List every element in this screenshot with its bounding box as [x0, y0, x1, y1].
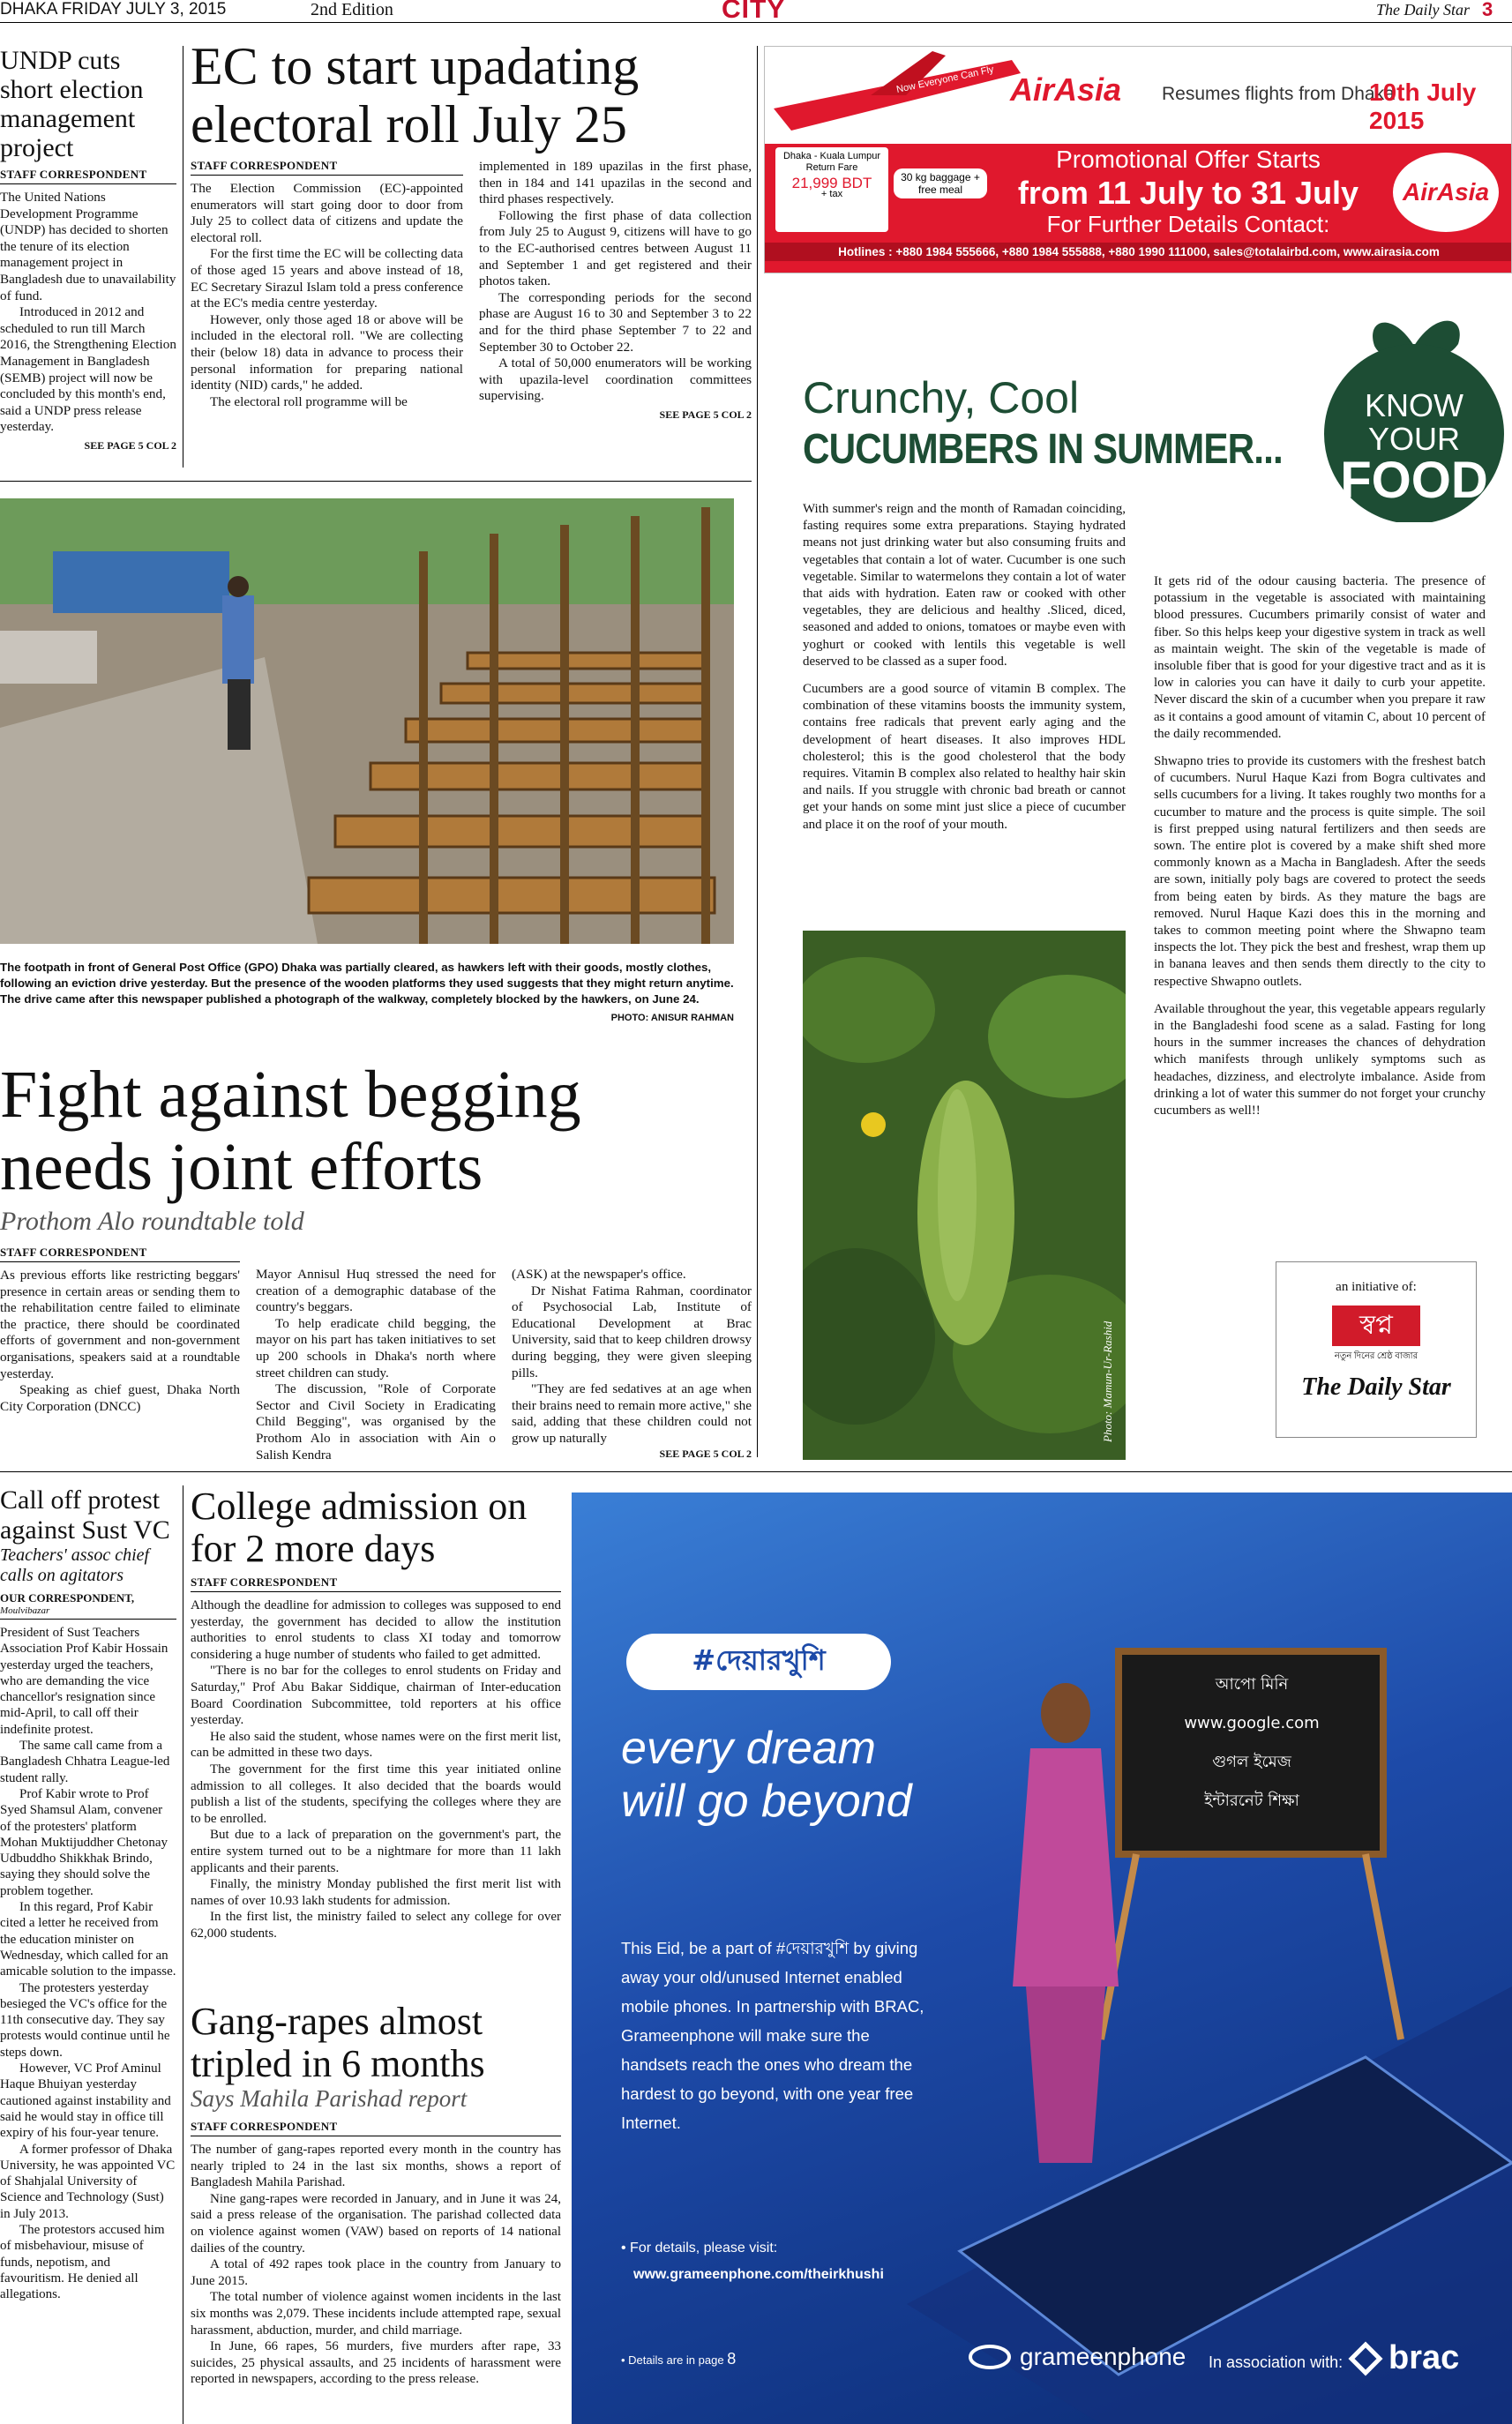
- paragraph: Speaking as chief guest, Dhaka North City Corporation (DNCC): [0, 1382, 240, 1414]
- byline: STAFF CORRESPONDENT: [0, 168, 176, 184]
- headline: College admission on for 2 more days: [191, 1485, 528, 1570]
- paragraph: Available throughout the year, this vegetable appears regularly in the Bangladeshi food scene as a salad. Fasting for long hours in the summer increases the chances of dehydration which manifests through unlikely symptoms such as headaches, dizziness, and electrolyte imbalance. Aside from drinking a lot of water this summer do not forget your crunchy cucumbers as well!!: [1154, 1001, 1486, 1118]
- plane-graphic: [765, 47, 1029, 144]
- paragraph: However, only those aged 18 or above will be included in the electoral roll. "We are collecting their (below 18) data in advance to process their personal information for preparing national identity (NID) cards," he added.: [191, 311, 463, 393]
- photo-credit: Photo: Mamun-Ur-Rashid: [1101, 1320, 1114, 1442]
- photo-credit: PHOTO: ANISUR RAHMAN: [610, 1013, 734, 1023]
- paragraph: implemented in 189 upazilas in the first phase, then in 184 and 141 upazilas in the second and third phases respectively.: [479, 159, 752, 207]
- feature-right-text: [1154, 573, 1486, 1119]
- badge-line-1: KNOW: [1365, 387, 1463, 423]
- initiative-label: an initiative of:: [1336, 1280, 1417, 1294]
- grameenphone-ad[interactable]: [572, 1493, 1512, 2424]
- page-header: [0, 0, 1512, 23]
- story-body: [191, 2142, 561, 2388]
- column-rule: [757, 46, 758, 1457]
- story-body: [191, 1597, 561, 1941]
- paragraph: President of Sust Teachers Association Prof Kabir Hossain yesterday urged the teachers, who are demanding the vice chancellor's resignation since mid-April, to call off their indefinite protest.: [0, 1626, 168, 1737]
- gp-logo: [969, 2339, 1186, 2375]
- headline: Gang-rapes almost tripled in 6 months: [191, 2000, 485, 2085]
- jump-line: SEE PAGE 5 COL 2: [659, 408, 752, 421]
- shwapno-logo: [1332, 1306, 1420, 1346]
- paragraph: "There is no bar for the colleges to enrol students on Friday and Saturday," Prof Abu Bakar Siddique, chairman of Inter-education Board Coordination Subcommittee, told reporters at his office yesterday.: [191, 1664, 561, 1728]
- story-col-1: [191, 181, 463, 410]
- paragraph: (ASK) at the newspaper's office.: [512, 1267, 686, 1282]
- deck: Teachers' assoc chief calls on agitators: [0, 1545, 150, 1585]
- paragraph: To help eradicate child begging, the mayor on his part has taken initiatives to set up 200 schools in Dhaka's north where street children can study.: [256, 1315, 496, 1380]
- slogan: [621, 1722, 912, 1828]
- paragraph: For the first time the EC will be collecting data of those aged 15 years and above instead of 18, EC Secretary Sirazul Islam told a press conference at the EC's media centre yesterday.: [191, 246, 463, 311]
- paragraph: The corresponding periods for the second phase are August 16 to 30 and September 3 to 22 and for the third phase September 7 to 22 and September 30 to October 22.: [479, 289, 752, 355]
- details-url[interactable]: www.grameenphone.com/theirkhushi: [633, 2267, 884, 2282]
- paragraph: The total number of violence against women incidents in the last six months was 2,079. These incidents include attempted rape, sexual harassment, abduction, murder, and child marriage.: [191, 2290, 561, 2338]
- byline: OUR CORRESPONDENT,: [0, 1591, 135, 1605]
- initiative-box: [1276, 1261, 1477, 1438]
- jump-line: SEE PAGE 5 COL 2: [659, 1447, 752, 1460]
- paragraph: The protestors accused him of misbehaviour, misuse of funds, nepotism, and favouritism. He denied all allegations.: [0, 2222, 165, 2302]
- paragraph: He also said the student, whose names were on the first merit list, can be admitted in these two days.: [191, 1729, 561, 1761]
- promo-line-1: Promotional Offer Starts: [1056, 146, 1321, 173]
- board-line-1: আপো মিনি: [1215, 1675, 1289, 1694]
- deck: Prothom Alo roundtable told: [0, 1207, 304, 1236]
- paragraph: The protesters yesterday besieged the VC's office for the 11th consecutive day. They say protests would continue until he steps down.: [0, 1980, 170, 2060]
- paragraph: As previous efforts like restricting beggars' presence in certain areas or sending them to the rehabilitation centre failed to eliminate the practice, there should be coordinated efforts of government and non-government organisations, speakers said at a roundtable yesterday.: [0, 1268, 240, 1381]
- paragraph: A former professor of Dhaka University, he was appointed VC of Shahjalal University of Science and Technology (Sust) in July 2013.: [0, 2142, 176, 2221]
- paragraph: The Election Commission (EC)-appointed enumerators will start going door to door from July 25 to collect data of citizens and update the electoral roll.: [191, 181, 463, 245]
- slogan-line-1: every dream: [621, 1723, 876, 1774]
- hashtag: #দেয়ারখুশি: [692, 1643, 826, 1677]
- story-col-2: [256, 1267, 496, 1463]
- story-col-1: [0, 1268, 240, 1415]
- feature-left-text: [803, 501, 1126, 834]
- paragraph: It gets rid of the odour causing bacteria. The presence of potassium in the vegetable is associated with maintaining blood pressures. Cucumbers primarily consist of water and fiber. So this helps keep your digestive system in track as well as maintain weight. The skin of the vegetable is made of insoluble fiber that is good for your digestive tract and as it is low in calories you can have it daily to curb your appetite. Never discard the skin of a cucumber when you prepare it raw as it contains a good amount of vitamin C, about 10 percent of the daily recommended.: [1154, 574, 1486, 741]
- paragraph: Introduced in 2012 and scheduled to run till March 2016, the Strengthening Election Management in Bangladesh (SEMB) project will now be concluded by this month's end, said a UNDP press release yesterday.: [0, 304, 176, 435]
- byline: STAFF CORRESPONDENT: [0, 1246, 240, 1262]
- paragraph: The number of gang-rapes reported every month in the country has nearly tripled to 24 in the last six months, shows a report of Bangladesh Mahila Parishad.: [191, 2143, 561, 2190]
- assoc-label: In association with:: [1209, 2353, 1344, 2371]
- promo-line-3: For Further Details Contact:: [1046, 211, 1330, 237]
- paragraph: Dr Nishat Fatima Rahman, coordinator of Psychosocial Lab, Institute of Educational Development at Brac University, said that to keep children drowsy during begging, they were given sleeping pills.: [512, 1283, 752, 1380]
- begging-story: [0, 1059, 752, 1463]
- airasia-ad[interactable]: [764, 46, 1512, 273]
- telenor-icon: [969, 2339, 1011, 2375]
- paragraph: The electoral roll programme will be: [210, 393, 408, 409]
- headline: Call off protest against Sust VC: [0, 1485, 170, 1545]
- story-body: [0, 1625, 176, 2302]
- ad-body: This Eid, be a part of #দেয়ারখুশি by giving away your old/unused Internet enabled mobile phones. In partnership with BRAC, Grameenphone will make sure the handsets reach the ones who dream the hardest to go beyond, with one year free Internet.: [621, 1939, 924, 2132]
- byline: STAFF CORRESPONDENT: [191, 2120, 561, 2136]
- route-sub: Return Fare: [805, 162, 858, 173]
- hashtag-bubble: [626, 1634, 891, 1690]
- byline: STAFF CORRESPONDENT: [191, 1575, 561, 1592]
- badge-line-2: YOUR: [1367, 421, 1461, 457]
- page-note-text: • Details are in page: [621, 2353, 724, 2367]
- section-rule: [0, 1471, 1512, 1472]
- paragraph: In the first list, the ministry failed to select any college for over 62,000 students.: [191, 1910, 561, 1941]
- gangrape-story: [191, 2001, 561, 2388]
- paragraph: Finally, the ministry Monday published the first merit list with names of over 10.93 lakh students for admission.: [191, 1877, 561, 1908]
- paragraph: However, VC Prof Aminul Haque Bhuiyan yesterday cautioned against instability and said he would stay in office till expiry of his four-year tenure.: [0, 2061, 171, 2141]
- feature-headline: CUCUMBERS IN SUMMER...: [803, 426, 1283, 473]
- ec-story: [191, 37, 752, 422]
- promo-text: [999, 144, 1378, 237]
- paragraph: Prof Kabir wrote to Prof Syed Shamsul Alam, convener of the protesters' platform Mohan Muktijuddher Chetonay Udbuddho Shikkhak Brindo, saying they should solve the problem together.: [0, 1786, 168, 1898]
- airasia-tagline: Resumes flights from Dhaka: [1162, 84, 1395, 104]
- jump-line: SEE PAGE 5 COL 2: [84, 438, 176, 452]
- story-body: [0, 190, 176, 436]
- airasia-top: [765, 47, 1512, 144]
- badge-line-3: FOOD: [1340, 452, 1488, 509]
- placeline: Moulvibazar: [0, 1605, 176, 1620]
- sust-story: [0, 1485, 176, 2302]
- cucumber-feature: [792, 309, 1512, 1464]
- paragraph: The United Nations Development Programme (UNDP) has decided to shorten the tenure of its election management project in Bangladesh due to unavailability of fund.: [0, 190, 176, 303]
- college-story: [191, 1485, 561, 1941]
- section-title: CITY: [722, 0, 786, 24]
- board-line-4: ইন্টারনেট শিক্ষা: [1204, 1792, 1299, 1810]
- board-text: [1133, 1665, 1371, 1821]
- paragraph: The government for the first time this year initiated online admission to all colleges. It also decided that the boards would publish a list of the students, specifying the colleges where they are to be enrolled.: [191, 1762, 561, 1826]
- gp-brand: grameenphone: [1020, 2343, 1186, 2370]
- paragraph: Although the deadline for admission to colleges was supposed to end yesterday, the government has decided to allow the institution authorities to enrol students to class XI today and tomorrow considering a huge number of students who failed to get admitted.: [191, 1598, 561, 1662]
- paragraph: A total of 50,000 enumerators will be working with upazila-level coordination committees supervising.: [479, 355, 752, 404]
- airasia-logo-small: AirAsia: [1402, 178, 1490, 206]
- route-title: Dhaka - Kuala Lumpur: [782, 151, 881, 161]
- page-note: [621, 2350, 736, 2368]
- masthead-small: The Daily Star: [1376, 1, 1470, 19]
- page-number: 3: [1482, 0, 1493, 20]
- street-scene-image: [0, 498, 734, 944]
- headline: EC to start upadating electoral roll July 25: [191, 37, 640, 153]
- gpo-photo: [0, 498, 734, 944]
- paragraph: Mayor Annisul Huq stressed the need for creation of a demographic database of the country's beggars.: [256, 1267, 496, 1315]
- brac-icon: [1348, 2341, 1383, 2376]
- airasia-logo: AirAsia: [1010, 71, 1122, 108]
- paragraph: In this regard, Prof Kabir cited a letter he received from the education minister on Wednesday, which called for an amicable solution to the impasse.: [0, 1900, 176, 1979]
- airasia-date: 10th July 2015: [1369, 79, 1477, 134]
- headline: UNDP cuts short election management project: [0, 46, 144, 162]
- edition-label: 2nd Edition: [311, 0, 393, 19]
- board-line-3: গুগল ইমেজ: [1212, 1753, 1291, 1771]
- paragraph: Cucumbers are a good source of vitamin B complex. The combination of these vitamins boosts the immunity system, contains free radicals that prevent early aging and the development of heart diseases. It also improves HDL cholesterol; this is the good cholesterol that the body requires. Vitamin B complex also related to healthy hair skin and nails. If you struggle with chronic bad breath or cannot get your hands on some mint just slice a piece of cucumber and place it on the roof of your mouth.: [803, 682, 1126, 832]
- daily-star-logo: The Daily Star: [1301, 1373, 1451, 1401]
- shwapno-sub: নতুন দিনের শ্রেষ্ঠ বাজার: [1334, 1351, 1418, 1361]
- section-rule: [0, 481, 752, 482]
- photo-caption: [0, 960, 734, 1026]
- page-note-num: 8: [727, 2350, 737, 2368]
- plane-text: Now Everyone Can Fly: [895, 64, 995, 95]
- board-line-2: www.google.com: [1184, 1714, 1320, 1732]
- story-col-3: [512, 1267, 752, 1448]
- cucumber-photo: [803, 931, 1126, 1460]
- paragraph: The same call came from a Bangladesh Chhatra League-led student rally.: [0, 1739, 170, 1785]
- cucumber-image: [803, 931, 1126, 1460]
- baggage-note: 30 kg baggage + free meal: [894, 168, 987, 198]
- paragraph: Following the first phase of data collection from July 25 to August 9, citizens will have to go to the EC-authorised centres between August 11 and September 1 and get registered and their photos taken.: [479, 207, 752, 289]
- airasia-logo-circle: [1393, 153, 1499, 232]
- caption-text: The footpath in front of General Post Office (GPO) Dhaka was partially cleared, as hawkers left with their goods, mostly clothes, following an eviction drive yesterday. But the presence of the wooden platforms they used suggests that they might return anytime. The drive came after this newspaper published a photograph of the walkway, completely blocked by the hawkers, on June 24.: [0, 961, 734, 1006]
- brac-name: brac: [1388, 2339, 1460, 2376]
- paragraph: Shwapno tries to provide its customers with the freshest batch of cucumbers. Nurul Haque Kazi from Bogra cultivates and sells cucumbers for a living. It takes roughly two months for a cucumber to mature and the process is quite simple. The soil is first prepped using natural fertilizers and then seeds are sown. The entire plot is covered by a make shift shed more commonly known as a Macha in Bangladesh. After the seeds are sown, initially poly bags are covered to protect the seeds from being eaten by birds. As they mature the bags are removed. Nurul Haque Kazi does this in the morning and takes to common meeting point where the Shwapno team inspects the lot. They pick the best and freshest, wrap them up in banana leaves and then sends them directly to the city to respective Shwapno outlets.: [1154, 754, 1486, 989]
- dateline: DHAKA FRIDAY JULY 3, 2015: [0, 0, 227, 19]
- paragraph: The discussion, "Role of Corporate Sector and Civil Society in Eradicating Child Begging", was organised by the Prothom Alo in association with Ain o Salish Kendra: [256, 1381, 496, 1463]
- airasia-band: [765, 144, 1512, 273]
- undp-story: [0, 46, 176, 453]
- brac-logo: [1348, 2339, 1459, 2377]
- paragraph: In June, 66 rapes, 56 murders, five murders after rape, 33 suicides, 25 physical assaults, and 25 incidents of harassment were reported in newspapers, according to the press release.: [191, 2339, 561, 2387]
- paragraph: But due to a lack of preparation on the government's part, the entire system turned out to be a nightmare for more than 11 lakh applicants and their parents.: [191, 1828, 561, 1875]
- paragraph: Nine gang-rapes were recorded in January, and in June it was 24, said a press release of the organisation. The parishad collected data on violence against women (VAW) based on reports of 14 national dailies of the country.: [191, 2191, 561, 2256]
- paragraph: "They are fed sedatives at an age when their brains need to remain more active," she said, adding that these children could not grow up naturally: [512, 1381, 752, 1446]
- fare-tax: + tax: [820, 189, 843, 199]
- promo-line-2: from 11 July to 31 July: [1017, 175, 1359, 211]
- paragraph: With summer's reign and the month of Ramadan coinciding, fasting requires some extra preparations. Staying hydrated means not just drinking water but also consuming fruits and vegetables that contain a lot of water. Cucumber is one such vegetable. Similar to watermelons they contain a lot of water that aids with hydration. Eaten raw or cooked with other vegetables, they are delicious and healthy .Sliced, diced, seasoned and added to onions, tomatoes or maybe even with yoghurt or cooked with lentils this vegetable is well deserved to be classed as a super food.: [803, 502, 1126, 669]
- fare-box: [775, 147, 888, 232]
- fare-price: 21,999 BDT: [791, 175, 872, 191]
- details-label: • For details, please visit:: [621, 2241, 778, 2256]
- story-col-2: [479, 159, 752, 405]
- headline: Fight against begging needs joint efforts: [0, 1058, 581, 1204]
- shwapno-name: স্বপ্ন: [1359, 1311, 1393, 1340]
- deck: Says Mahila Parishad report: [191, 2085, 468, 2112]
- slogan-line-2: will go beyond: [621, 1776, 912, 1827]
- byline: STAFF CORRESPONDENT: [191, 159, 463, 176]
- kicker: Crunchy, Cool: [803, 373, 1080, 423]
- paragraph: A total of 492 rapes took place in the country from January to June 2015.: [191, 2257, 561, 2288]
- hotlines: Hotlines : +880 1984 555666, +880 1984 555888, +880 1990 111000, sales@totalairbd.com, www.airasia.com: [765, 243, 1512, 261]
- details: [621, 2235, 884, 2288]
- know-your-food-badge: [1313, 293, 1512, 522]
